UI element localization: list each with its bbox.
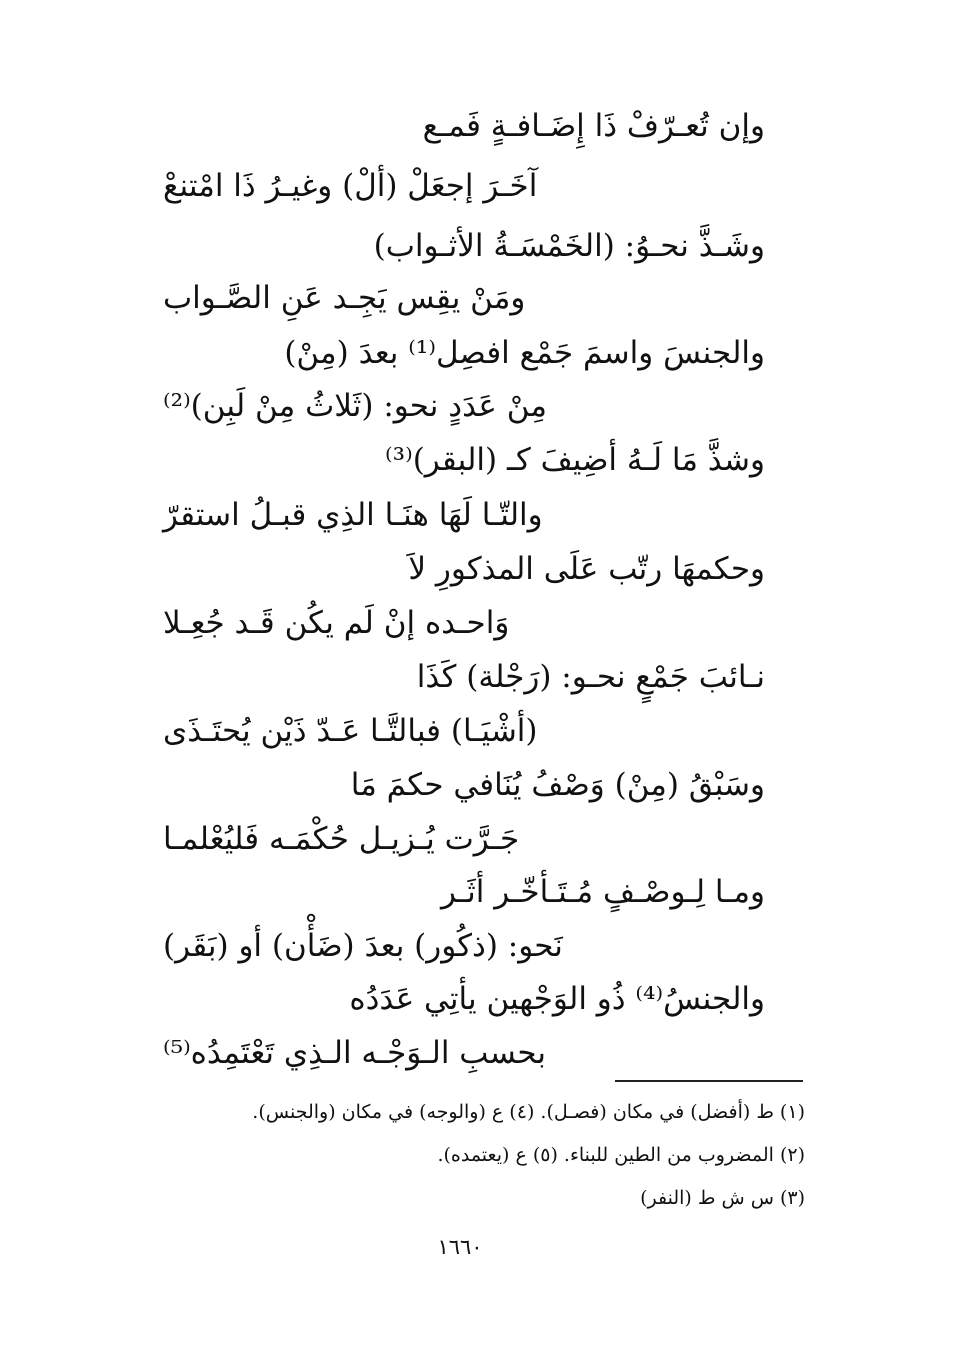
verse-line-8: والتّـا لَهَا هنَـا الذِي قبـلُ استقرّ [163, 497, 543, 533]
verse-line-12: (أشْيَـا) فبالتَّـا عَـدّ ذَيْن يُحتَـذَى [163, 713, 538, 749]
verse-line-11: نـائبَ جَمْعٍ نحـو: (رَجْلة) كَذَا [416, 659, 765, 695]
verse-line-17: والجنسُ⁽⁴⁾ ذُو الوَجْهين يأتِي عَدَدُه [349, 981, 765, 1017]
verse-line-3: وشَـذَّ نحـوُ: (الخَمْسَـةُ الأثـواب) [373, 228, 765, 264]
verse-line-5: والجنسَ واسمَ جَمْع افصِل⁽¹⁾ بعدَ (مِنْ) [284, 335, 765, 371]
verse-line-15: ومـا لِـوصْـفٍ مُـتَـأخّـر أثَـر [440, 874, 765, 910]
verse-line-2: آخَـرَ إجعَلْ (ألْ) وغيـرُ ذَا امْتنعْ [163, 168, 538, 204]
verse-line-13: وسَبْقُ (مِنْ) وَصْفُ يُنَافي حكمَ مَا [350, 767, 765, 803]
page-number: ١٦٦٠ [437, 1235, 483, 1259]
verse-line-10: وَاحـده إنْ لَم يكُن قَـد جُعِـلا [163, 605, 510, 641]
verse-line-6: مِنْ عَدَدٍ نحو: (ثَلاثُ مِنْ لَبِن)⁽²⁾ [163, 388, 547, 424]
footnote-2: (٢) المضروب من الطين للبناء. (٥) ع (يعتمده). [437, 1144, 805, 1166]
footnote-divider [615, 1080, 803, 1082]
footnote-1: (١) ط (أفضل) في مكان (فصـل). (٤) ع (والوجه) في مكان (والجنس). [252, 1101, 805, 1123]
verse-line-14: جَـرَّت يُـزيـل حُكْمَـه فَليُعْلمـا [163, 821, 520, 857]
verse-line-16: نَحو: (ذكُور) بعدَ (ضَأْن) أو (بَقَر) [163, 928, 563, 964]
footnote-3: (٣) س ش ط (النفر) [640, 1187, 805, 1209]
verse-line-9: وحكمهَا رتّب عَلَى المذكورِ لاَ [408, 551, 765, 587]
verse-line-4: ومَنْ يقِس يَجِـد عَنِ الصَّـواب [163, 280, 526, 316]
verse-line-7: وشذَّ مَا لَـهُ أضِيفَ كـ (البقر)⁽³⁾ [385, 442, 765, 478]
verse-line-1: وإن تُعـرّفْ ذَا إِضَـافـةٍ فَمـع [422, 108, 765, 144]
verse-line-18: بحسبِ الـوَجْـه الـذِي تَعْتَمِدُه⁽⁵⁾ [163, 1035, 547, 1071]
